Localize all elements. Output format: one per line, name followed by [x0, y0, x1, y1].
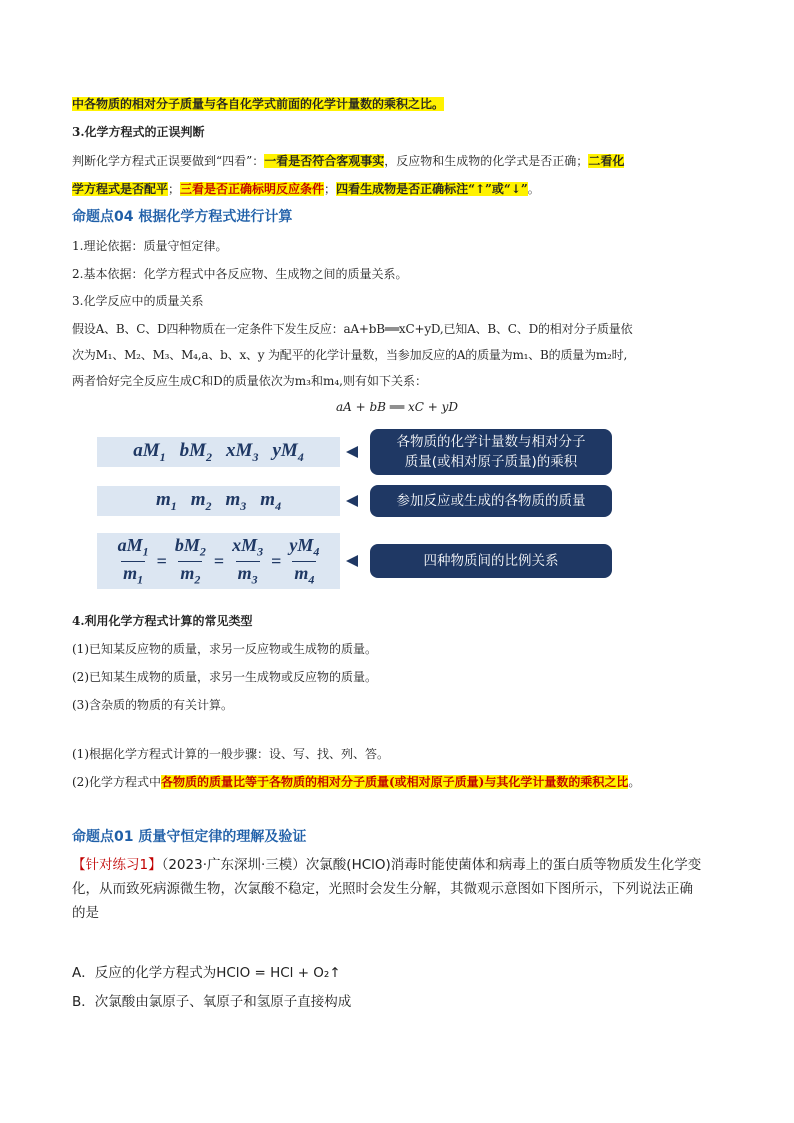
term-bM2: $bM_2$: [179, 439, 213, 464]
section3-line1: [72, 152, 624, 170]
diagram-bar-masses: [97, 486, 340, 516]
label1-line2: 质量(或相对原子质量)的乘积: [404, 454, 578, 470]
section3-text: ，反应物和生成物的化学式是否正确；: [384, 154, 589, 168]
intro-tail: [72, 95, 444, 113]
topic04-p4c: 两者恰好完全反应生成C和D的质量依次为m₃和m₄,则有如下关系：: [72, 374, 427, 388]
fraction-x: $\frac{xM_3}{m_3}$: [232, 534, 264, 587]
term-xM3: $xM_3$: [226, 439, 259, 464]
equals-sign: =: [271, 550, 282, 571]
fraction-a: $\frac{aM_1}{m_1}$: [117, 534, 149, 587]
topic01-title: 命题点01 质量守恒定律的理解及验证: [72, 829, 307, 845]
arrow-left-icon: [346, 445, 360, 459]
practice-question: [72, 853, 732, 925]
term-m1: $m_1$: [155, 488, 177, 513]
note2-prefix: (2)化学方程式中: [72, 775, 161, 789]
label3-text: 四种物质间的比例关系: [423, 553, 559, 569]
question-line2: 化，从而致死病源微生物，次氯酸不稳定，光照时会发生分解，其微观示意图如下图所示，下列说法正确: [72, 881, 693, 897]
section4-item3: (3)含杂质的物质的有关计算。: [72, 698, 233, 712]
question-line1: [72, 853, 732, 877]
topic04-title: 命题点04 根据化学方程式进行计算: [72, 209, 293, 225]
arrow-left-icon: [346, 494, 360, 508]
highlight-check4: 四看生成物是否正确标注“↑”或“↓”: [336, 182, 528, 196]
period: 。: [527, 182, 540, 196]
section3-line2: [72, 180, 540, 198]
highlight-check1: 一看是否符合客观事实: [264, 154, 385, 168]
topic04-p1: 1.理论依据：质量守恒定律。: [72, 239, 228, 253]
section3-text: 判断化学方程式正误要做到“四看”：: [72, 154, 265, 168]
fraction-y: $\frac{yM_4}{m_4}$: [289, 534, 320, 587]
term-aM1: $aM_1$: [133, 439, 166, 464]
term-m3: $m_3$: [225, 488, 247, 513]
topic04-p4b: 次为M₁、M₂、M₃、M₄,a、b、x、y 为配平的化学计量数，当参加反应的A的质量为m₁、B的质量为m₂时,: [72, 348, 628, 362]
note2-highlight: 各物质的质量比等于各物质的相对分子质量(或相对原子质量)与其化学计量数的乘积之比: [161, 775, 629, 789]
section4-title: 4.利用化学方程式计算的常见类型: [72, 614, 253, 628]
term-m4: $m_4$: [260, 488, 282, 513]
highlight-check3: 三看是否正确标明反应条件: [180, 182, 325, 196]
intro-tail-highlight: 中各物质的相对分子质量与各自化学式前面的化学计量数的乘积之比。: [72, 97, 445, 111]
option-a[interactable]: A．反应的化学方程式为HClO = HCl + O₂↑: [72, 965, 341, 981]
term-m2: $m_2$: [190, 488, 212, 513]
period: 。: [628, 775, 641, 789]
section4-item1: (1)已知某反应物的质量，求另一反应物或生成物的质量。: [72, 642, 378, 656]
practice-tag: 【针对练习1】: [72, 857, 162, 873]
equals-sign: =: [213, 550, 225, 571]
practice-source: （2023·广东深圳·三模）: [161, 857, 306, 873]
section4-item2: (2)已知某生成物的质量，求另一生成物或反应物的质量。: [72, 670, 378, 684]
equals-sign: =: [156, 550, 167, 571]
label-pill-mass: [370, 485, 612, 517]
separator: ；: [168, 182, 181, 196]
arrow-left-icon: [346, 554, 360, 568]
topic04-p3: 3.化学反应中的质量关系: [72, 294, 204, 308]
option-b[interactable]: B．次氯酸由氯原子、氧原子和氢原子直接构成: [72, 994, 352, 1010]
highlight-check2-start: 二看化: [588, 154, 625, 168]
fraction-b: $\frac{bM_2}{m_2}$: [174, 534, 206, 587]
note2: [72, 773, 640, 791]
label1-line1: 各物质的化学计量数与相对分子: [396, 434, 586, 450]
topic04-p4a: 假设A、B、C、D四种物质在一定条件下发生反应：aA+bB══xC+yD,已知A、B、C、D的相对分子质量依: [72, 322, 633, 336]
section3-title: 3.化学方程式的正误判断: [72, 125, 205, 139]
reaction-equation: aA + bB ══ xC + yD: [335, 400, 459, 414]
label-pill-ratio: [370, 544, 612, 578]
highlight-check2-end: 学方程式是否配平: [72, 182, 169, 196]
diagram-bar-ratio: [97, 533, 340, 589]
label-pill-product: [370, 429, 612, 475]
question-text: 次氯酸(HClO)消毒时能使菌体和病毒上的蛋白质等物质发生化学变: [305, 857, 702, 873]
note1: (1)根据化学方程式计算的一般步骤：设、写、找、列、答。: [72, 747, 390, 761]
term-yM4: $yM_4$: [272, 439, 304, 464]
separator: ；: [324, 182, 337, 196]
label2-text: 参加反应或生成的各物质的质量: [396, 493, 586, 509]
question-line3: 的是: [72, 905, 99, 921]
diagram-bar-products: [97, 437, 340, 467]
topic04-p2: 2.基本依据：化学方程式中各反应物、生成物之间的质量关系。: [72, 267, 408, 281]
